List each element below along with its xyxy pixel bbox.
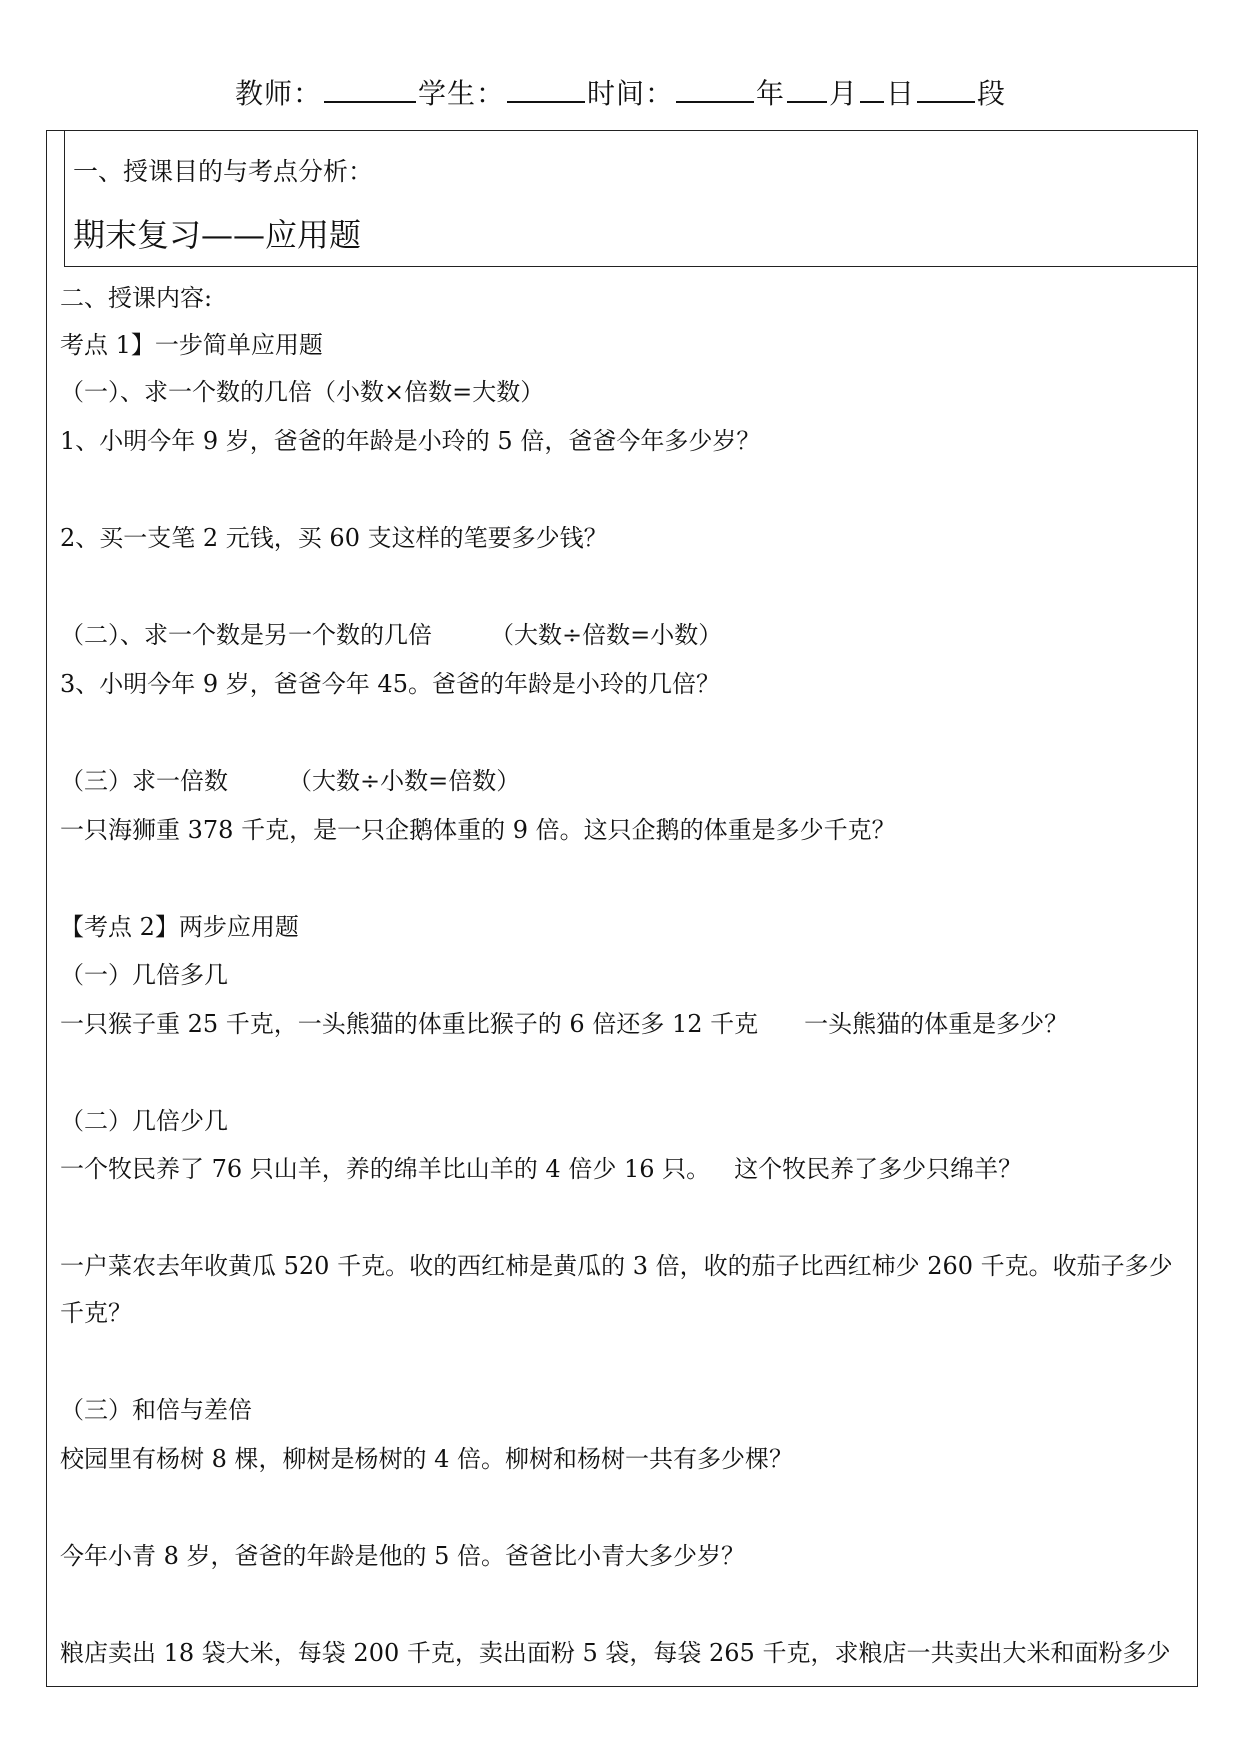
- question-5-ask: 一头熊猫的体重是多少？: [804, 1010, 1069, 1038]
- objective-box: [64, 130, 1198, 267]
- student-label: 学生：: [417, 77, 505, 110]
- question-3: 3、小明今年 9 岁，爸爸今年 45。爸爸的年龄是小玲的几倍？: [60, 670, 720, 698]
- question-10: 粮店卖出 18 袋大米，每袋 200 千克，卖出面粉 5 袋，每袋 265 千克，求粮店一共卖出大米和面粉多少: [60, 1639, 1171, 1667]
- teacher-label: 教师：: [234, 77, 322, 110]
- year-label: 年: [755, 77, 785, 110]
- section1-3-heading: [60, 761, 520, 796]
- section1-2-heading: [60, 615, 722, 650]
- question-7-line-2: 千克？: [60, 1299, 132, 1327]
- question-4: 一只海狮重 378 千克，是一只企鹅体重的 9 倍。这只企鹅的体重是多少千克？: [60, 816, 896, 844]
- section2-1-heading: （一）几倍多几: [60, 961, 228, 989]
- header-line: [0, 72, 1241, 112]
- section2-3-heading: （三）和倍与差倍: [60, 1396, 252, 1424]
- question-5-stem: 一只猴子重 25 千克，一头熊猫的体重比猴子的 6 倍还多 12 千克: [60, 1010, 759, 1038]
- question-6: [60, 1149, 1022, 1184]
- time-blank: [676, 79, 754, 103]
- question-7-line-1: 一户菜农去年收黄瓜 520 千克。收的西红柿是黄瓜的 3 倍，收的茄子比西红柿少 260 千克。收茄子多少: [60, 1252, 1173, 1280]
- time-label: 时间：: [586, 77, 674, 110]
- period-label: 段: [977, 77, 1007, 110]
- day-blank: [860, 79, 884, 103]
- objective-heading: 一、授课目的与考点分析：: [73, 157, 374, 186]
- question-6-ask: 这个牧民养了多少只绵羊？: [734, 1155, 1023, 1183]
- question-6-stem: 一个牧民养了 76 只山羊，养的绵羊比山羊的 4 倍少 16 只。: [60, 1155, 711, 1183]
- objective-title: 期末复习——应用题: [73, 216, 362, 254]
- section1-2-title: （二）、求一个数是另一个数的几倍: [60, 621, 432, 649]
- month-blank: [787, 79, 827, 103]
- section1-1-heading: （一）、求一个数的几倍（小数×倍数=大数）: [60, 378, 545, 406]
- question-1: 1、小明今年 9 岁，爸爸的年龄是小玲的 5 倍，爸爸今年多少岁？: [60, 427, 761, 455]
- section1-2-formula: （大数÷倍数=小数）: [490, 621, 723, 649]
- question-9: 今年小青 8 岁，爸爸的年龄是他的 5 倍。爸爸比小青大多少岁？: [60, 1542, 746, 1570]
- section2-2-heading: （二）几倍少几: [60, 1107, 228, 1135]
- section1-3-title: （三）求一倍数: [60, 767, 228, 795]
- point2-heading: 【考点 2】两步应用题: [60, 913, 299, 941]
- question-5: [60, 1004, 1068, 1039]
- day-label: 日: [886, 77, 916, 110]
- question-8: 校园里有杨树 8 棵，柳树是杨树的 4 倍。柳树和杨树一共有多少棵？: [60, 1445, 794, 1473]
- student-blank: [507, 79, 585, 103]
- teacher-blank: [324, 79, 416, 103]
- period-blank: [917, 79, 975, 103]
- question-2: 2、买一支笔 2 元钱，买 60 支这样的笔要多少钱？: [60, 524, 608, 552]
- content-heading: 二、授课内容:: [60, 284, 213, 312]
- point1-heading: 考点 1】一步简单应用题: [60, 331, 323, 359]
- section1-3-formula: （大数÷小数=倍数）: [288, 767, 521, 795]
- month-label: 月: [829, 77, 859, 110]
